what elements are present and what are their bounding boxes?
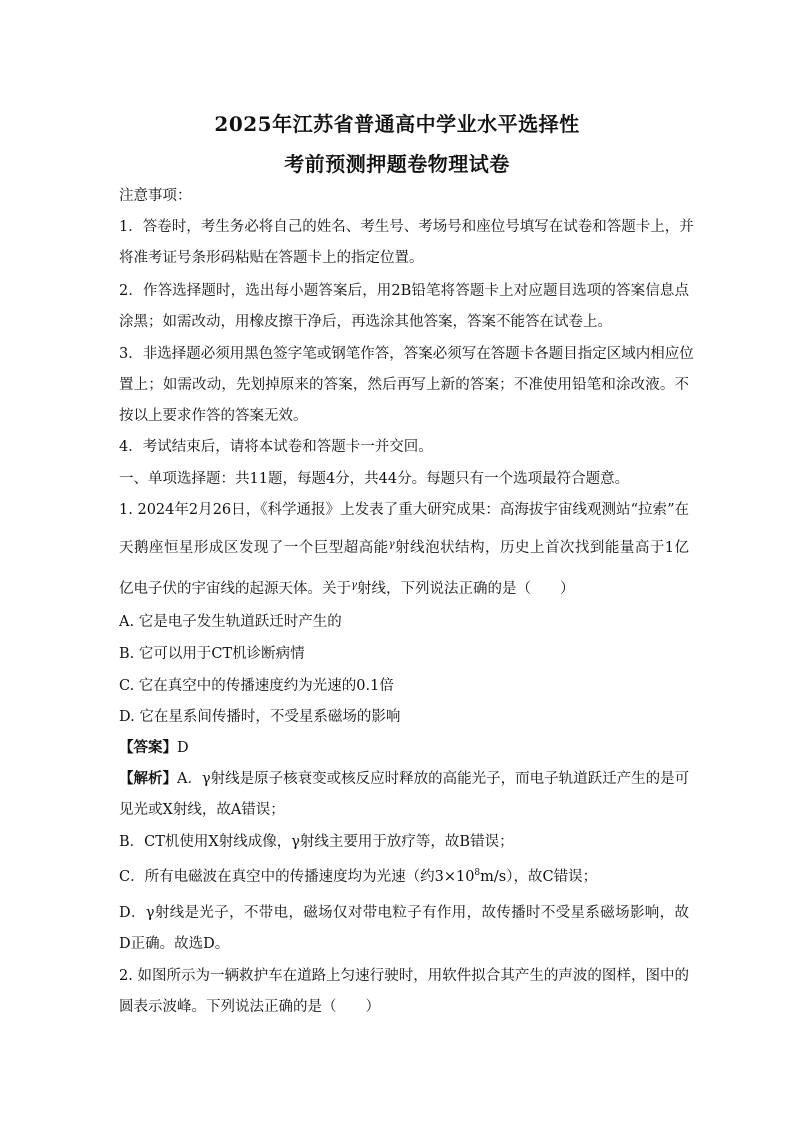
title-line-2: 考前预测押题卷物理试卷 <box>284 152 510 176</box>
q1-analysis-line-3: B．CT机使用X射线成像，γ射线主要用于放疗等，故B错误； <box>119 834 514 850</box>
q2-stem-line-2: 圆表示波峰。下列说法正确的是（ ） <box>119 999 380 1015</box>
title-line-1: 2025年江苏省普通高中学业水平选择性 <box>214 112 580 136</box>
note-3-line-2: 置上；如需改动，先划掉原来的答案，然后再写上新的答案；不准使用铅笔和涂改液。不 <box>119 377 689 393</box>
note-4: 4．考试结束后，请将本试卷和答题卡一并交回。 <box>119 439 433 455</box>
q1-stem-line-1: 1. 2024年2月26日，《科学通报》上发表了重大研究成果：高海拔宇宙线观测站“拉索”在 <box>119 502 689 518</box>
note-2-line-2: 涂黑；如需改动，用橡皮擦干净后，再选涂其他答案，答案不能答在试卷上。 <box>119 314 612 330</box>
note-2-line-1: 2．作答选择题时，选出每小题答案后，用2B铅笔将答题卡上对应题目选项的答案信息点 <box>119 283 689 299</box>
q1-stem-line-3 <box>119 576 689 599</box>
q1-stem-line-3-b: 射线，下列说法正确的是（ ） <box>356 581 575 597</box>
q1-analysis-line-1 <box>119 769 689 789</box>
q1-answer <box>119 738 689 758</box>
note-3-line-1: 3．非选择题必须用黑色签字笔或钢笔作答，答案必须写在答题卡各题目指定区域内相应位 <box>119 346 694 362</box>
q1-option-b: B. 它可以用于CT机诊断病情 <box>119 646 305 662</box>
answer-label: 【答案】 <box>119 739 177 756</box>
q1-option-c: C. 它在真空中的传播速度约为光速的0.1倍 <box>119 678 394 694</box>
gamma-symbol: γ <box>351 580 357 591</box>
q1-stem-line-2-a: 天鹅座恒星形成区发现了一个巨型超高能 <box>119 540 389 556</box>
q1-option-d: D. 它在星系间传播时，不受星系磁场的影响 <box>119 709 401 725</box>
section-heading: 一、单项选择题：共11题，每题4分，共44分。每题只有一个选项最符合题意。 <box>119 471 630 487</box>
notes-heading: 注意事项： <box>119 188 192 204</box>
q2-stem-line-1: 2. 如图所示为一辆救护车在道路上匀速行驶时，用软件拟合其产生的声波的图样，图中的 <box>119 968 689 984</box>
analysis-text-a: A．γ射线是原子核衰变或核反应时释放的高能光子，而电子轨道跃迁产生的是可 <box>177 771 690 787</box>
q1-analysis-line-2: 见光或X射线，故A错误； <box>119 802 285 818</box>
analysis-text-d1: C．所有电磁波在真空中的传播速度均为光速（约3×10 <box>119 869 475 885</box>
note-1-line-2: 将准考证号条形码粘贴在答题卡上的指定位置。 <box>119 250 424 266</box>
exponent: 8 <box>474 868 481 878</box>
note-1-line-1: 1．答卷时，考生务必将自己的姓名、考生号、考场号和座位号填写在试卷和答题卡上，并 <box>119 219 694 235</box>
answer-value: D <box>177 740 189 756</box>
q1-analysis-line-4 <box>119 867 689 887</box>
gamma-symbol: γ <box>388 539 395 550</box>
q1-analysis-line-5: D．γ射线是光子，不带电，磁场仅对带电粒子有作用，故传播时不受星系磁场影响，故 <box>119 905 689 921</box>
analysis-label: 【解析】 <box>119 770 177 787</box>
q1-stem-line-2-b: 射线泡状结构，历史上首次找到能量高于1亿 <box>394 540 690 556</box>
q1-analysis-line-6: D正确。故选D。 <box>119 936 230 952</box>
q1-option-a: A. 它是电子发生轨道跃迁时产生的 <box>119 614 342 630</box>
analysis-text-d2: m/s），故C错误； <box>480 869 598 885</box>
q1-stem-line-3-a: 亿电子伏的宇宙线的起源天体。关于 <box>119 581 351 597</box>
q1-stem-line-2 <box>119 535 689 558</box>
note-3-line-3: 按以上要求作答的答案无效。 <box>119 408 308 424</box>
